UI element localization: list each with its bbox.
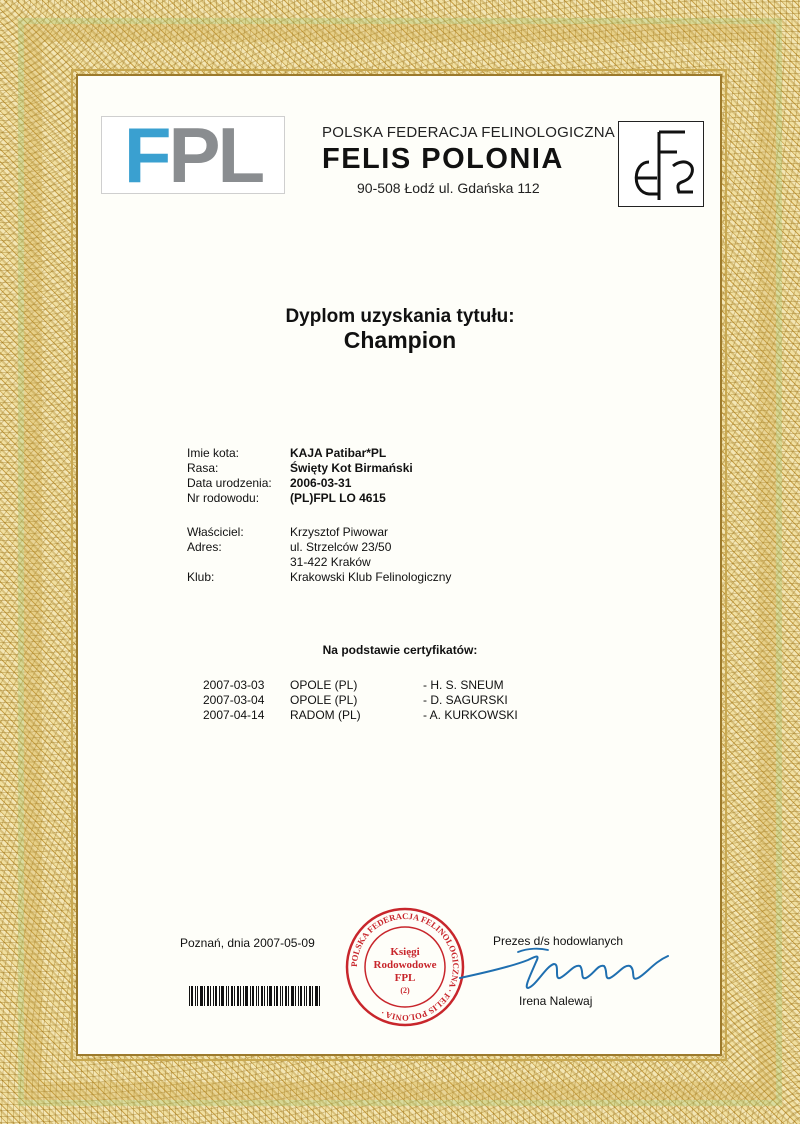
cat-name-label: Imie kota: (187, 446, 240, 460)
club-label: Klub: (187, 570, 215, 584)
fpl-logo (101, 111, 285, 199)
barcode-bar (200, 986, 203, 1006)
barcode-bar (309, 986, 311, 1006)
barcode-bar (291, 986, 294, 1006)
org-full-name: POLSKA FEDERACJA FELINOLOGICZNA (322, 124, 615, 141)
barcode-bar (189, 986, 190, 1006)
birth-date-value: 2006-03-31 (290, 476, 352, 490)
barcode-bar (195, 986, 196, 1006)
barcode-bar (204, 986, 205, 1006)
pedigree-value: (PL)FPL LO 4615 (290, 491, 386, 505)
barcode-bar (298, 986, 299, 1006)
stamp-center-line: Rodowodowe (373, 959, 437, 971)
birth-date-label: Data urodzenia: (187, 476, 272, 490)
breed-value: Święty Kot Birmański (290, 461, 413, 475)
signer-role: Prezes d/s hodowlanych (493, 934, 624, 948)
org-address: 90-508 Łodź ul. Gdańska 112 (357, 180, 540, 196)
barcode (189, 986, 333, 1006)
stamp-center-line: (2) (400, 986, 410, 995)
cert-place: OPOLE (PL) (290, 678, 358, 692)
diploma-title: Dyplom uzyskania tytułu: (285, 306, 515, 327)
barcode-bar (191, 986, 193, 1006)
barcode-bar (304, 986, 305, 1006)
ffe-emblem-icon (619, 122, 705, 208)
barcode-bar (258, 986, 259, 1006)
owner-value: Krzysztof Piwowar (290, 525, 389, 539)
barcode-bar (252, 986, 254, 1006)
certificates-heading: Na podstawie certyfikatów: (322, 643, 478, 657)
barcode-bar (295, 986, 296, 1006)
barcode-bar (267, 986, 268, 1006)
barcode-bar (210, 986, 211, 1006)
barcode-bar (285, 986, 287, 1006)
pedigree-label: Nr rodowodu: (187, 491, 260, 505)
owner-label: Właściciel: (187, 525, 244, 539)
address-label: Adres: (187, 540, 222, 554)
cert-date: 2007-03-03 (203, 678, 265, 692)
barcode-bar (197, 986, 198, 1006)
barcode-bar (250, 986, 251, 1006)
signer-name: Irena Nalewaj (519, 994, 593, 1008)
fpl-logo-letter-p: P (168, 111, 218, 199)
ffe-emblem-logo (618, 121, 704, 207)
cert-judge: - D. SAGURSKI (423, 693, 508, 707)
barcode-bar (319, 986, 320, 1006)
org-brand-name: FELIS POLONIA (322, 143, 564, 175)
cert-date: 2007-03-04 (203, 693, 265, 707)
cert-date: 2007-04-14 (203, 708, 265, 722)
barcode-bar (219, 986, 220, 1006)
barcode-bar (226, 986, 227, 1006)
cert-judge: - H. S. SNEUM (423, 678, 504, 692)
barcode-bar (274, 986, 275, 1006)
barcode-bar (261, 986, 263, 1006)
barcode-bar (221, 986, 224, 1006)
address-line1: ul. Strzelców 23/50 (290, 540, 392, 554)
breed-label: Rasa: (187, 461, 219, 475)
club-value: Krakowski Klub Felinologiczny (290, 570, 452, 584)
barcode-bar (234, 986, 235, 1006)
barcode-bar (213, 986, 214, 1006)
fpl-logo-letter-f: F (123, 111, 169, 199)
barcode-bar (228, 986, 229, 1006)
cat-name-value: KAJA Patibar*PL (290, 446, 387, 460)
barcode-bar (306, 986, 307, 1006)
cert-place: OPOLE (PL) (290, 693, 358, 707)
diploma-award: Champion (343, 327, 457, 353)
cert-judge: - A. KURKOWSKI (423, 708, 518, 722)
barcode-bar (282, 986, 283, 1006)
official-stamp (343, 905, 467, 1029)
stamp-ring-text: POLSKA FEDERACJA FELINOLOGICZNA · FELIS POLONIA · (348, 910, 462, 1024)
barcode-bar (207, 986, 209, 1006)
barcode-bar (312, 986, 313, 1006)
barcode-bar (288, 986, 289, 1006)
barcode-bar (264, 986, 265, 1006)
stamp-center-line: FPL (394, 972, 416, 984)
fpl-logo-letter-l: L (217, 111, 263, 199)
barcode-bar (256, 986, 257, 1006)
barcode-bar (315, 986, 318, 1006)
handwritten-signature (458, 944, 673, 994)
stamp-center-line: Księgi (390, 946, 420, 958)
cert-place: RADOM (PL) (290, 708, 361, 722)
barcode-bar (280, 986, 281, 1006)
barcode-bar (231, 986, 233, 1006)
place-and-date: Poznań, dnia 2007-05-09 (180, 936, 315, 950)
barcode-bar (237, 986, 239, 1006)
address-line2: 31-422 Kraków (290, 555, 371, 569)
barcode-bar (243, 986, 244, 1006)
barcode-bar (269, 986, 272, 1006)
barcode-bar (300, 986, 302, 1006)
barcode-bar (215, 986, 217, 1006)
barcode-bar (240, 986, 241, 1006)
barcode-bar (276, 986, 278, 1006)
barcode-bar (245, 986, 248, 1006)
